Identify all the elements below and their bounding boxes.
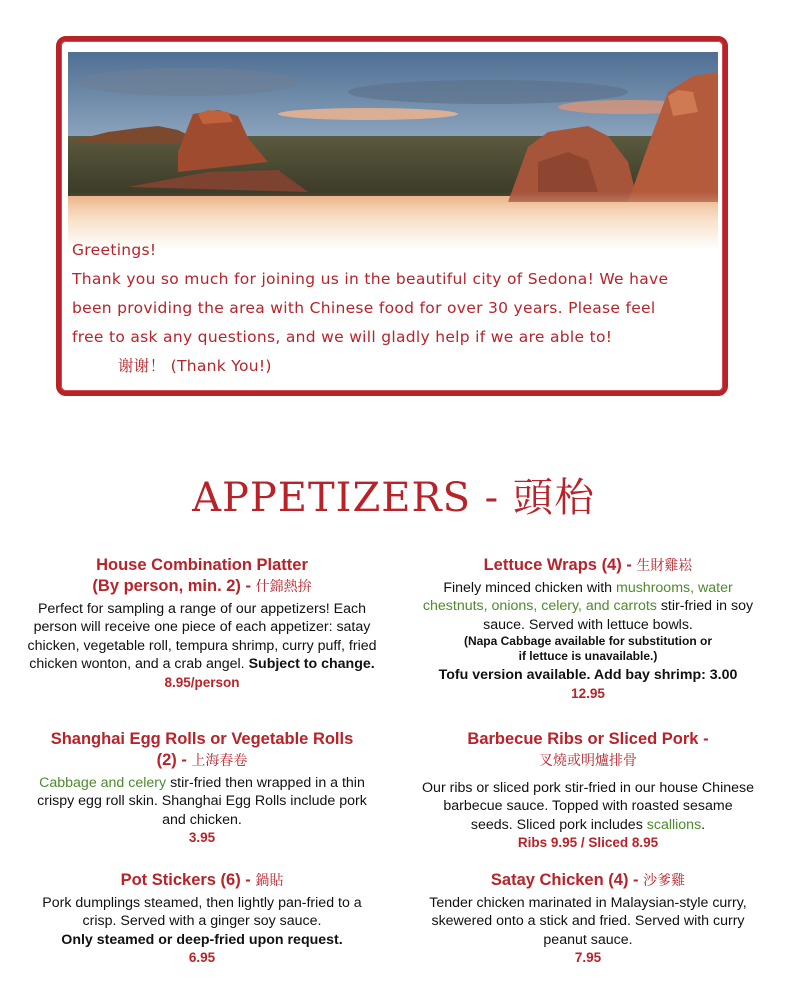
item-bold-note: Tofu version available. Add bay shrimp: 3.00 [438,667,738,684]
item-price: 8.95/person [164,674,240,690]
greeting-line-1: Thank you so much for joining us in the beautiful city of Sedona! We have [72,270,669,288]
menu-item-house-combination [26,555,378,692]
item-description: Cabbage and celery stir-fried then wrapped in a thin crispy egg roll skin. Shanghai Egg Rolls include pork and chicken. [37,775,367,828]
item-description: Our ribs or sliced pork stir-fried in our house Chinese barbecue sauce. Topped with roasted sesame seeds. Sliced pork includes scallions. [422,780,754,833]
item-price: 3.95 [188,830,216,846]
item-price: 6.95 [188,950,216,966]
item-price: 12.95 [571,685,605,701]
section-title-appetizers: APPETIZERS - 頭枱 [192,475,595,521]
item-title: Shanghai Egg Rolls or Vegetable Rolls [50,730,354,748]
item-subtitle: (By person, min. 2) - 什錦熱拚 [92,577,312,595]
item-note-line-2: if lettuce is unavailable.) [518,649,658,664]
greeting-line-2: been providing the area with Chinese food for over 30 years. Please feel [72,299,656,317]
item-description: Pork dumplings steamed, then lightly pan-fried to a crisp. Served with a ginger soy sauce. Only steamed or deep-fried upon request. [42,895,362,948]
item-title: Pot Stickers (6) - 鍋貼 [120,871,284,889]
item-note-line-1: (Napa Cabbage available for substitution or [463,634,713,649]
item-subtitle: 叉燒或明爐排骨 [539,752,637,768]
greeting-heading: Greetings! [72,241,157,259]
sedona-panorama-image [68,52,718,250]
menu-item-satay-chicken [422,870,754,967]
item-title: Satay Chicken (4) - 沙爹雞 [490,871,686,889]
greeting-line-3: free to ask any questions, and we will gladly help if we are able to! [72,328,613,346]
item-title: Barbecue Ribs or Sliced Pork - [467,730,709,748]
item-description: Tender chicken marinated in Malaysian-style curry, skewered onto a stick and fried. Served with curry peanut sauce. [429,895,747,948]
menu-item-pot-stickers [26,870,378,967]
item-description: Perfect for sampling a range of our appetizers! Each person will receive one piece of each appetizer: satay chicken, vegetable roll, tempura shrimp, curry puff, fried chicken wonton, and a crab angel. Subject to change. [27,601,377,673]
greeting-text [72,236,712,381]
menu-item-barbecue-ribs [422,729,754,852]
item-price: 7.95 [574,950,602,966]
item-description: Finely minced chicken with mushrooms, water chestnuts, onions, celery, and carrots stir-fried in soy sauce. Served with lettuce bowls. [422,580,754,633]
item-title: House Combination Platter [96,556,308,574]
menu-item-lettuce-wraps [422,555,754,703]
item-title: Lettuce Wraps (4) - 生財雞崧 [483,556,693,574]
item-price: Ribs 9.95 / Sliced 8.95 [517,835,659,851]
greeting-thanks: 谢谢！ (Thank You!) [118,357,272,375]
menu-item-shanghai-egg-rolls [26,729,378,847]
item-subtitle: (2) - 上海春卷 [156,751,248,769]
